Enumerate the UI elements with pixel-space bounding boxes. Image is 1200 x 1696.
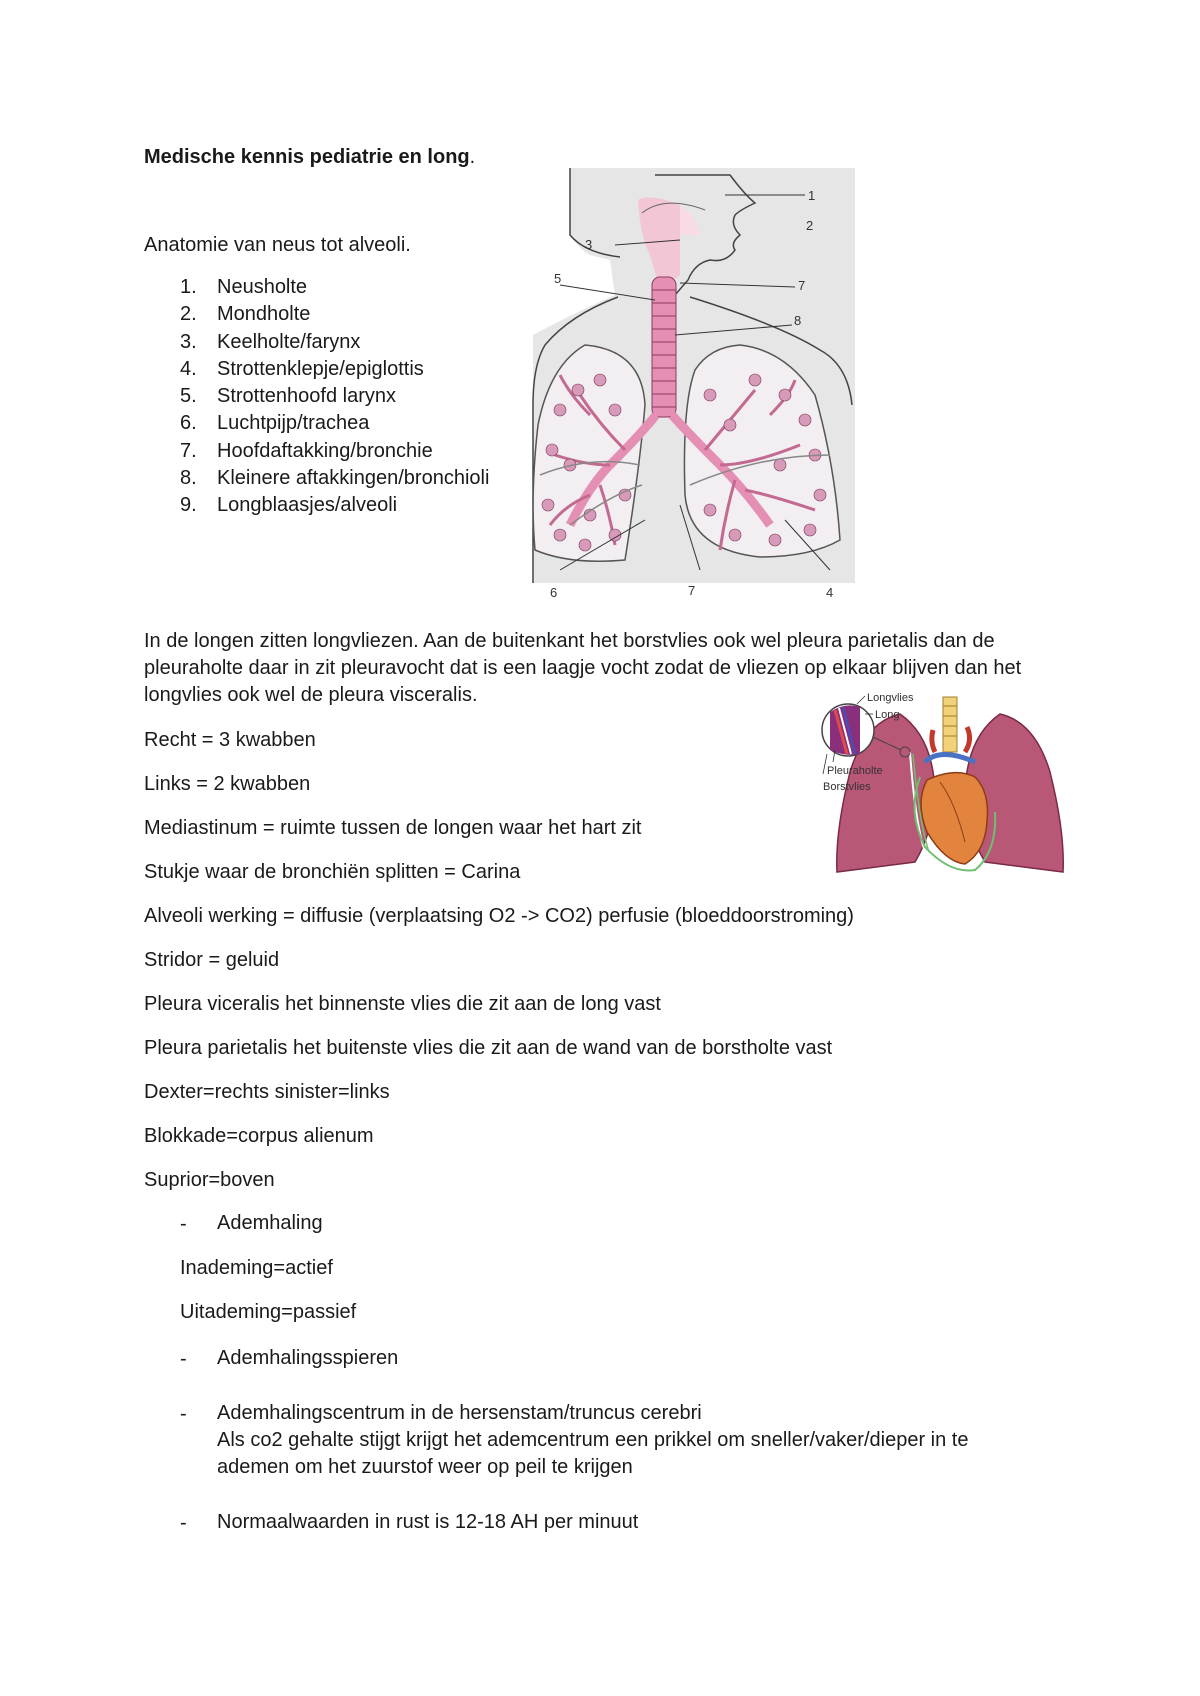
- text-line: Stukje waar de bronchiën splitten = Carina: [144, 861, 521, 883]
- ademhalingscentrum-line2: ademen om het zuurstof weer op peil te krijgen: [217, 1456, 633, 1478]
- label-long: Long: [875, 709, 900, 721]
- page-title: Medische kennis pediatrie en long.: [144, 146, 476, 168]
- list-item: 8. Kleinere aftakkingen/bronchioli: [180, 467, 490, 490]
- diagram-label-1: 1: [808, 188, 816, 203]
- anatomy-list: [144, 274, 489, 520]
- diagram-label-2: 2: [806, 218, 814, 233]
- text-line: Pleura viceralis het binnenste vlies die zit aan de long vast: [144, 993, 661, 1015]
- text-line: Dexter=rechts sinister=links: [144, 1081, 390, 1103]
- text-line: Mediastinum = ruimte tussen de longen waar het hart zit: [144, 817, 642, 839]
- label-borstvlies: Borstvlies: [823, 781, 871, 793]
- list-item: 5. Strottenhoofd larynx: [180, 385, 396, 408]
- section-subtitle: Anatomie van neus tot alveoli.: [144, 234, 411, 256]
- ademhaling-heading: Ademhaling: [217, 1212, 323, 1234]
- respiratory-system-illustration: [530, 165, 860, 605]
- list-item: 6. Luchtpijp/trachea: [180, 412, 370, 435]
- inademing-line: Inademing=actief: [180, 1257, 333, 1279]
- list-item: 3. Keelholte/farynx: [180, 330, 361, 353]
- diagram-label-8: 8: [794, 313, 802, 328]
- lungs-heart-illustration: [815, 692, 1075, 882]
- text-line: Suprior=boven: [144, 1169, 275, 1191]
- longvliezen-paragraph: In de longen zitten longvliezen. Aan de buitenkant het borstvlies ook wel pleura parietalis dan de pleuraholte daar in zit pleuravocht dat is een laagje vocht zodat de vliezen op elkaar blijven dan het longvlies ook wel de pleura visceralis.: [144, 630, 1022, 706]
- diagram-label-6: 6: [550, 585, 558, 600]
- text-line: Links = 2 kwabben: [144, 773, 311, 795]
- list-item: 2. Mondholte: [180, 303, 311, 326]
- text-line: Alveoli werking = diffusie (verplaatsing O2 -> CO2) perfusie (bloeddoorstroming): [144, 905, 854, 927]
- bullet-marker: -: [180, 1403, 187, 1425]
- text-line: Blokkade=corpus alienum: [144, 1125, 374, 1147]
- bullet-marker: -: [180, 1512, 187, 1534]
- uitademing-line: Uitademing=passief: [180, 1301, 357, 1323]
- list-item: 4. Strottenklepje/epiglottis: [180, 357, 424, 380]
- diagram-label-7: 7: [798, 278, 806, 293]
- ademhalingscentrum-line1: Als co2 gehalte stijgt krijgt het ademcentrum een prikkel om sneller/vaker/dieper in te: [217, 1429, 969, 1451]
- text-line: Stridor = geluid: [144, 949, 280, 971]
- label-pleuraholte: Pleuraholte: [827, 765, 883, 777]
- diagram-label-3: 3: [585, 237, 593, 252]
- normaalwaarden-line: Normaalwaarden in rust is 12-18 AH per minuut: [217, 1511, 639, 1533]
- bullet-marker: -: [180, 1213, 187, 1235]
- text-line: Pleura parietalis het buitenste vlies die zit aan de wand van de borstholte vast: [144, 1037, 833, 1059]
- list-item: 9. Longblaasjes/alveoli: [180, 494, 398, 517]
- bullet-marker: -: [180, 1348, 187, 1370]
- list-item: 7. Hoofdaftakking/bronchie: [180, 439, 433, 462]
- ademhalingsspieren-heading: Ademhalingsspieren: [217, 1347, 399, 1369]
- diagram-label-4: 4: [826, 585, 834, 600]
- ademhalingscentrum-heading: Ademhalingscentrum in de hersenstam/truncus cerebri: [217, 1402, 702, 1424]
- trachea-shape: [652, 277, 676, 417]
- diagram-label-7-bottom: 7: [688, 583, 696, 598]
- label-longvlies: Longvlies: [867, 692, 914, 704]
- diagram-label-5: 5: [554, 271, 562, 286]
- list-item: 1. Neusholte: [180, 276, 308, 298]
- text-line: Recht = 3 kwabben: [144, 729, 316, 751]
